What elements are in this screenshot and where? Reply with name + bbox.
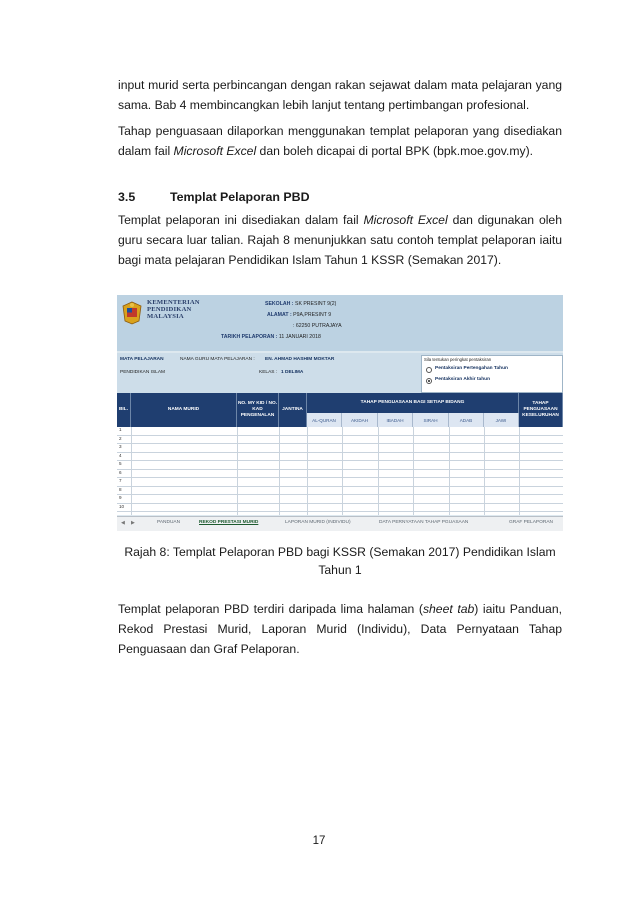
sheet-tab-bar — [117, 516, 563, 531]
kelas-value: 1 DELIMA — [281, 370, 304, 375]
tab-graf-pelaporan[interactable]: GRAF PELAPORAN — [509, 520, 553, 525]
table-row[interactable]: 10 — [117, 504, 563, 513]
tab-scroll-right-icon[interactable]: ▶ — [131, 520, 135, 526]
alamat-row-2: : 62250 PUTRAJAYA — [293, 323, 342, 329]
pentaksiran-prompt: Sila tentukan peringkat pentaksiran — [424, 357, 492, 362]
tarikh-row: TARIKH PELAPORAN : 11 JANUARI 2018 — [221, 334, 321, 340]
section-title: Templat Pelaporan PBD — [170, 190, 310, 204]
col-group-tahap: TAHAP PENGUASAAN BAGI SETIAP BIDANG — [307, 393, 519, 413]
grid-divider — [131, 427, 132, 515]
radio-akhir-tahun-label: Pentaksiran Akhir tahun — [435, 377, 491, 382]
kelas-label: KELAS : — [259, 370, 278, 375]
paragraph-2-text-a: Tahap penguasaan dilaporkan menggunakan templat pelaporan yang disediakan dalam fail — [118, 124, 562, 158]
grid-divider — [237, 427, 238, 515]
col-al-quran: AL-QURAN — [307, 413, 342, 427]
paragraph-2 — [118, 121, 562, 161]
paragraph-2-text-c: dan boleh dicapai di portal BPK (bpk.moe.gov.my). — [256, 144, 534, 158]
col-jawi: JAWI — [484, 413, 519, 427]
col-nama-murid: NAMA MURID — [131, 393, 237, 427]
col-bil: BIL. — [117, 393, 131, 427]
table-row[interactable]: 6 — [117, 470, 563, 479]
grid-divider — [449, 427, 450, 515]
grid-divider — [307, 427, 308, 515]
section-number: 3.5 — [118, 190, 136, 204]
col-akidah: AKIDAH — [342, 413, 378, 427]
ministry-wordmark: KEMENTERIAN PENDIDIKAN MALAYSIA — [147, 299, 200, 320]
table-row[interactable]: 3 — [117, 444, 563, 453]
col-jantina: JANTINA — [279, 393, 307, 427]
paragraph-4-text-c: ) iaitu Panduan, Rekod Prestasi Murid, Laporan Murid (Individu), Data Pernyataan Tahap Penguasaan dan Graf Pelaporan. — [118, 602, 562, 656]
table-row[interactable]: 5 — [117, 461, 563, 470]
paragraph-3-text-c: dan digunakan oleh guru secara luar talian. Rajah 8 menunjukkan satu contoh templat pelaporan iaitu bagi mata pelajaran Pendidikan Islam Tahun 1 KSSR (Semakan 2017). — [118, 213, 562, 267]
mata-pelajaran-value: PENDIDIKAN ISLAM — [120, 370, 166, 375]
table-body — [117, 427, 563, 515]
grid-divider — [378, 427, 379, 515]
table-row[interactable]: 7 — [117, 478, 563, 487]
radio-akhir-tahun[interactable] — [426, 378, 432, 384]
table-row[interactable]: 2 — [117, 436, 563, 445]
col-mykid: NO. MY KID / NO. KAD PENGENALAN — [237, 393, 279, 427]
grid-divider — [484, 427, 485, 515]
table-row[interactable]: 4 — [117, 453, 563, 462]
tab-panduan[interactable]: PANDUAN — [157, 520, 181, 525]
tab-laporan-murid[interactable]: LAPORAN MURID (INDIVIDU) — [285, 520, 351, 525]
paragraph-1: input murid serta perbincangan dengan rakan sejawat dalam mata pelajaran yang sama. Bab 4 membincangkan lebih lanjut tentang pertimbangan profesional. — [118, 78, 562, 112]
guru-label: NAMA GURU MATA PELAJARAN : — [180, 357, 255, 362]
col-keseluruhan: TAHAP PENGUASAAN KESELURUHAN — [519, 393, 563, 427]
radio-pertengahan[interactable] — [426, 367, 432, 373]
alamat-row: ALAMAT : P9A,PRESINT 9 — [267, 312, 332, 318]
tab-scroll-left-icon[interactable]: ◀ — [121, 520, 125, 526]
grid-divider — [342, 427, 343, 515]
col-ibadah: IBADAH — [378, 413, 413, 427]
section-heading — [118, 190, 310, 204]
col-sirah: SIRAH — [413, 413, 449, 427]
sekolah-row: SEKOLAH : SK PRESINT 9(2) — [265, 301, 337, 307]
radio-pertengahan-label: Pentaksiran Pertengahan Tahun — [435, 366, 508, 371]
grid-divider — [519, 427, 520, 515]
grid-divider — [413, 427, 414, 515]
figure-excel-template — [117, 295, 563, 531]
tab-rekod-prestasi-murid[interactable]: REKOD PRESTASI MURID — [199, 520, 259, 525]
col-adab: ADAB — [449, 413, 484, 427]
table-row[interactable]: 1 — [117, 427, 563, 436]
figure-caption: Rajah 8: Templat Pelaporan PBD bagi KSSR (Semakan 2017) Pendidikan Islam Tahun 1 — [124, 545, 556, 577]
paragraph-4 — [118, 599, 562, 659]
grid-divider — [279, 427, 280, 515]
page-number: 17 — [312, 835, 326, 847]
paragraph-3-text-a: Templat pelaporan ini disediakan dalam fail — [118, 213, 364, 227]
table-row[interactable]: 8 — [117, 487, 563, 496]
paragraph-3 — [118, 210, 562, 270]
tab-data-pernyataan[interactable]: DATA PERNYATAAN TAHAP PGUASAAN — [379, 520, 469, 525]
paragraph-4-text-a: Templat pelaporan PBD terdiri daripada lima halaman ( — [118, 602, 423, 616]
ministry-crest-icon — [121, 301, 143, 325]
table-row[interactable]: 9 — [117, 495, 563, 504]
guru-value: EN. AHMAD HASHIM MOKTAR — [265, 357, 335, 362]
paragraph-2-italic: Microsoft Excel — [173, 144, 257, 158]
mata-pelajaran-label: MATA PELAJARAN — [120, 357, 164, 362]
paragraph-4-italic: sheet tab — [422, 602, 475, 616]
paragraph-3-italic: Microsoft Excel — [363, 213, 448, 227]
